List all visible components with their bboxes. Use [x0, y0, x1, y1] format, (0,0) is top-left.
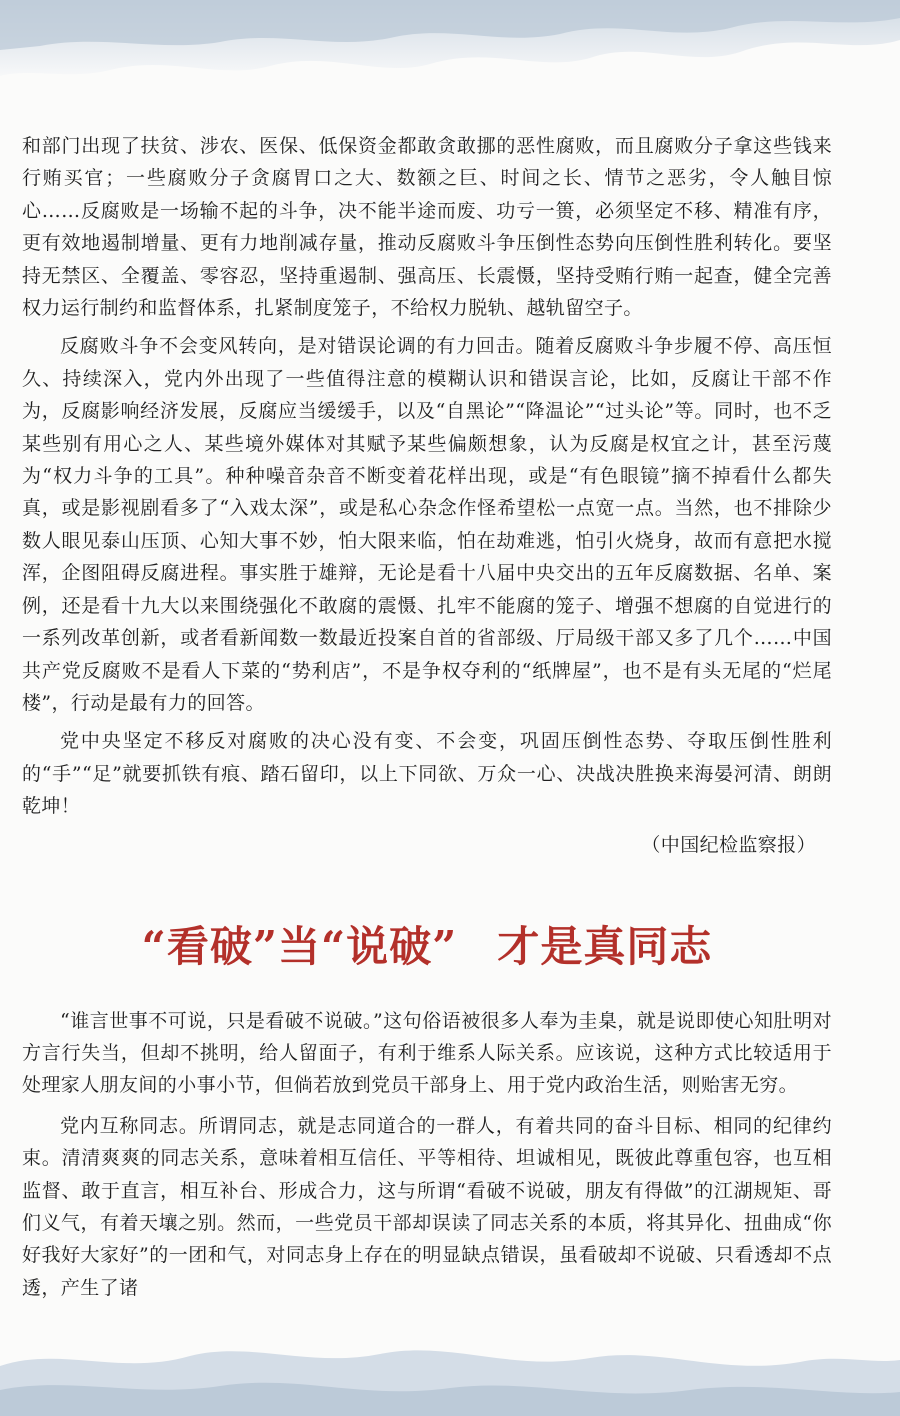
article1-paragraph-3: 党中央坚定不移反对腐败的决心没有变、不会变，巩固压倒性态势、夺取压倒性胜利的“手”“足”就要抓铁有痕、踏石留印，以上下同欲、万众一心、决战决胜换来海晏河清、朗朗乾坤！ — [22, 730, 832, 818]
article2-title-part1: “看破”当“说破” — [141, 921, 458, 971]
article1-paragraph-2: 反腐败斗争不会变风转向，是对错误论调的有力回击。随着反腐败斗争步履不停、高压恒久、持续深入，党内外出现了一些值得注意的模糊认识和错误言论，比如，反腐让干部不作为，反腐影响经济发展，反腐应当缓缓手，以及“自黑论”“降温论”“过头论”等。同时，也不乏某些别有用心之人、某些境外媒体对其赋予某些偏颇想象，认为反腐是权宜之计，甚至污蔑为“权力斗争的工具”。种种噪音杂音不断变着花样出现，或是“有色眼镜”摘不掉看什么都失真，或是影视剧看多了“入戏太深”，或是私心杂念作怪希望松一点宽一点。当然，也不排除少数人眼见泰山压顶、心知大事不妙，怕大限来临，怕在劫难逃，怕引火烧身，故而有意把水搅浑，企图阻碍反腐进程。事实胜于雄辩，无论是看十八届中央交出的五年反腐数据、名单、案例，还是看十九大以来围绕强化不敢腐的震慑、扎牢不能腐的笼子、增强不想腐的自觉进行的一系列改革创新，或者看新闻数一数最近投案自首的省部级、厅局级干部又多了几个……中国共产党反腐败不是看人下菜的“势利店”，不是争权夺利的“纸牌屋”，也不是有头无尾的“烂尾楼”，行动是最有力的回答。 — [22, 335, 832, 714]
article2-title — [22, 917, 832, 977]
article1-paragraph-1: 和部门出现了扶贫、涉农、医保、低保资金都敢贪敢挪的恶性腐败，而且腐败分子拿这些钱来行贿买官；一些腐败分子贪腐胃口之大、数额之巨、时间之长、情节之恶劣，令人触目惊心……反腐败是一场输不起的斗争，决不能半途而废、功亏一篑，必须坚定不移、精准有序，更有效地遏制增量、更有力地削减存量，推动反腐败斗争压倒性态势向压倒性胜利转化。要坚持无禁区、全覆盖、零容忍，坚持重遏制、强高压、长震慑，坚持受贿行贿一起查，健全完善权力运行制约和监督体系，扎紧制度笼子，不给权力脱轨、越轨留空子。 — [22, 135, 832, 320]
page-content — [22, 130, 832, 1304]
article2-paragraph-2: 党内互称同志。所谓同志，就是志同道合的一群人，有着共同的奋斗目标、相同的纪律约束。清清爽爽的同志关系，意味着相互信任、平等相待、坦诚相见，既彼此尊重包容，也互相监督、敢于直言，相互补台、形成合力，这与所谓“看破不说破，朋友有得做”的江湖规矩、哥们义气，有着天壤之别。然而，一些党员干部却误读了同志关系的本质，将其异化、扭曲成“你好我好大家好”的一团和气，对同志身上存在的明显缺点错误，虽看破却不说破、只看透却不点透，产生了诸 — [22, 1114, 832, 1299]
article2-title-part2: 才是真同志 — [497, 921, 713, 971]
article2-body — [22, 1005, 832, 1305]
mountain-decoration-top — [0, 0, 900, 120]
article2-paragraph-1: “谁言世事不可说，只是看破不说破。”这句俗语被很多人奉为圭臬，就是说即使心知肚明对方言行失当，但却不挑明，给人留面子，有利于维系人际关系。应该说，这种方式比较适用于处理家人朋友间的小事小节，但倘若放到党员干部身上、用于党内政治生活，则贻害无穷。 — [22, 1009, 832, 1097]
mountain-decoration-bottom — [0, 1306, 900, 1416]
article1-source: （中国纪检监察报） — [641, 833, 816, 856]
